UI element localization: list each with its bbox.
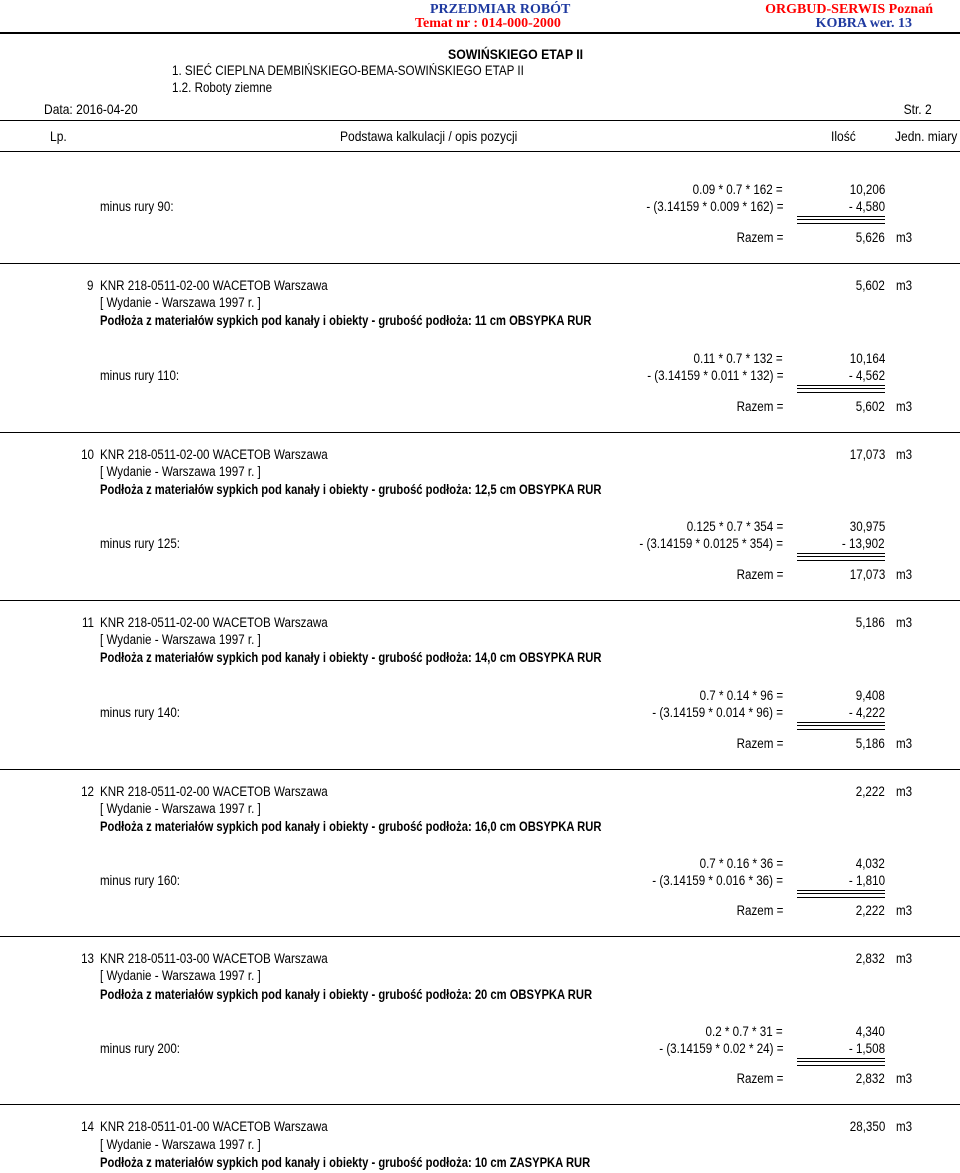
subtotal-rule: [797, 553, 885, 554]
header-divider: [0, 32, 960, 34]
calc-value: 10,164: [849, 351, 885, 366]
item-description: Podłoża z materiałów sypkich pod kanały i obiekty - grubość podłoża: 20 cm OBSYPKA RUR: [100, 987, 593, 1002]
item-code: KNR 218-0511-02-00 WACETOB Warszawa: [100, 784, 328, 799]
col-lp: Lp.: [50, 128, 67, 144]
total-value: 17,073: [849, 567, 885, 582]
calc-line: - (3.14159 * 0.011 * 132) =: [646, 368, 783, 383]
item-description: Podłoża z materiałów sypkich pod kanały i obiekty - grubość podłoża: 10 cm ZASYPKA RUR: [100, 1155, 591, 1170]
item-code: KNR 218-0511-02-00 WACETOB Warszawa: [100, 447, 328, 462]
calc-line: - (3.14159 * 0.02 * 24) =: [658, 1041, 783, 1056]
item-unit: m3: [896, 447, 913, 462]
total-double-rule: [797, 556, 885, 561]
calc-value: - 4,580: [848, 199, 885, 214]
total-double-rule: [797, 893, 885, 898]
item-qty: 5,602: [855, 278, 885, 293]
item-separator: [0, 936, 960, 937]
calc-value: - 1,810: [848, 873, 885, 888]
razem-label: Razem =: [736, 567, 783, 582]
razem-label: Razem =: [736, 1071, 783, 1086]
total-value: 5,186: [855, 736, 885, 751]
software-version: KOBRA wer. 13: [815, 16, 912, 31]
item-separator: [0, 769, 960, 770]
doc-type: PRZEDMIAR ROBÓT: [430, 2, 571, 17]
item-edition: [ Wydanie - Warszawa 1997 r. ]: [100, 632, 261, 647]
item-qty: 28,350: [849, 1119, 885, 1134]
minus-label: minus rury 140:: [100, 705, 181, 720]
item-separator: [0, 1104, 960, 1105]
item-description: Podłoża z materiałów sypkich pod kanały i obiekty - grubość podłoża: 12,5 cm OBSYPKA RUR: [100, 482, 602, 497]
item-edition: [ Wydanie - Warszawa 1997 r. ]: [100, 295, 261, 310]
date-label: Data: 2016-04-20: [44, 101, 138, 117]
item-unit: m3: [896, 784, 913, 799]
subtotal-rule: [797, 216, 885, 217]
calc-line: 0.09 * 0.7 * 162 =: [692, 182, 783, 197]
item-code: KNR 218-0511-02-00 WACETOB Warszawa: [100, 278, 328, 293]
col-unit: Jedn. miary: [895, 128, 958, 144]
item-edition: [ Wydanie - Warszawa 1997 r. ]: [100, 968, 261, 983]
item-edition: [ Wydanie - Warszawa 1997 r. ]: [100, 464, 261, 479]
total-value: 2,222: [855, 903, 885, 918]
calc-value: 4,340: [855, 1024, 885, 1039]
total-unit: m3: [896, 567, 913, 582]
razem-label: Razem =: [736, 736, 783, 751]
minus-label: minus rury 90:: [100, 199, 174, 214]
item-number: 13: [81, 951, 94, 966]
item-separator: [0, 432, 960, 433]
calc-line: 0.7 * 0.14 * 96 =: [699, 688, 783, 703]
subsection-heading: 1.2. Roboty ziemne: [172, 80, 273, 95]
item-number: 10: [81, 447, 94, 462]
col-basis: Podstawa kalkulacji / opis pozycji: [340, 128, 518, 144]
total-unit: m3: [896, 903, 913, 918]
total-unit: m3: [896, 230, 913, 245]
col-qty: Ilość: [831, 128, 856, 144]
calc-line: 0.7 * 0.16 * 36 =: [699, 856, 783, 871]
total-double-rule: [797, 1061, 885, 1066]
item-number: 12: [81, 784, 94, 799]
page-number: Str. 2: [903, 101, 932, 117]
item-unit: m3: [896, 951, 913, 966]
subtotal-rule: [797, 385, 885, 386]
subtotal-rule: [797, 1058, 885, 1059]
item-code: KNR 218-0511-02-00 WACETOB Warszawa: [100, 615, 328, 630]
calc-value: 9,408: [855, 688, 885, 703]
item-edition: [ Wydanie - Warszawa 1997 r. ]: [100, 1137, 261, 1152]
item-separator: [0, 263, 960, 264]
columns-top-rule: [0, 120, 960, 121]
calc-line: - (3.14159 * 0.009 * 162) =: [645, 199, 783, 214]
item-qty: 2,832: [855, 951, 885, 966]
calc-value: 10,206: [849, 182, 885, 197]
calc-value: 30,975: [849, 519, 885, 534]
minus-label: minus rury 125:: [100, 536, 181, 551]
razem-label: Razem =: [736, 399, 783, 414]
calc-line: - (3.14159 * 0.016 * 36) =: [652, 873, 783, 888]
item-code: KNR 218-0511-01-00 WACETOB Warszawa: [100, 1119, 328, 1134]
calc-line: 0.125 * 0.7 * 354 =: [686, 519, 783, 534]
calc-line: - (3.14159 * 0.0125 * 354) =: [639, 536, 783, 551]
calc-line: 0.2 * 0.7 * 31 =: [705, 1024, 783, 1039]
calc-value: - 13,902: [842, 536, 885, 551]
total-double-rule: [797, 219, 885, 224]
total-value: 5,626: [855, 230, 885, 245]
item-description: Podłoża z materiałów sypkich pod kanały i obiekty - grubość podłoża: 16,0 cm OBSYPKA RUR: [100, 819, 602, 834]
calc-value: 4,032: [855, 856, 885, 871]
columns-bottom-rule: [0, 151, 960, 152]
calc-line: - (3.14159 * 0.014 * 96) =: [652, 705, 783, 720]
total-unit: m3: [896, 736, 913, 751]
item-description: Podłoża z materiałów sypkich pod kanały i obiekty - grubość podłoża: 14,0 cm OBSYPKA RUR: [100, 650, 602, 665]
razem-label: Razem =: [736, 903, 783, 918]
total-unit: m3: [896, 399, 913, 414]
item-qty: 17,073: [849, 447, 885, 462]
calc-line: 0.11 * 0.7 * 132 =: [693, 351, 783, 366]
minus-label: minus rury 200:: [100, 1041, 181, 1056]
total-double-rule: [797, 725, 885, 730]
item-number: 9: [87, 278, 94, 293]
topic-number: Temat nr : 014-000-2000: [415, 16, 561, 31]
total-double-rule: [797, 388, 885, 393]
calc-value: - 4,562: [848, 368, 885, 383]
item-separator: [0, 600, 960, 601]
item-edition: [ Wydanie - Warszawa 1997 r. ]: [100, 801, 261, 816]
item-unit: m3: [896, 615, 913, 630]
item-qty: 2,222: [855, 784, 885, 799]
item-unit: m3: [896, 1119, 913, 1134]
item-number: 14: [81, 1119, 94, 1134]
subtotal-rule: [797, 890, 885, 891]
item-qty: 5,186: [855, 615, 885, 630]
total-value: 5,602: [855, 399, 885, 414]
item-unit: m3: [896, 278, 913, 293]
total-value: 2,832: [855, 1071, 885, 1086]
razem-label: Razem =: [736, 230, 783, 245]
calc-value: - 4,222: [848, 705, 885, 720]
section-heading: 1. SIEĆ CIEPLNA DEMBIŃSKIEGO-BEMA-SOWIŃSKIEGO ETAP II: [172, 63, 524, 78]
minus-label: minus rury 160:: [100, 873, 181, 888]
item-description: Podłoża z materiałów sypkich pod kanały i obiekty - grubość podłoża: 11 cm OBSYPKA RUR: [100, 313, 592, 328]
company-name: ORGBUD-SERWIS Poznań: [765, 2, 933, 17]
page-title: SOWIŃSKIEGO ETAP II: [448, 46, 584, 62]
total-unit: m3: [896, 1071, 913, 1086]
minus-label: minus rury 110:: [100, 368, 180, 383]
item-code: KNR 218-0511-03-00 WACETOB Warszawa: [100, 951, 328, 966]
subtotal-rule: [797, 722, 885, 723]
calc-value: - 1,508: [848, 1041, 885, 1056]
item-number: 11: [81, 615, 94, 630]
